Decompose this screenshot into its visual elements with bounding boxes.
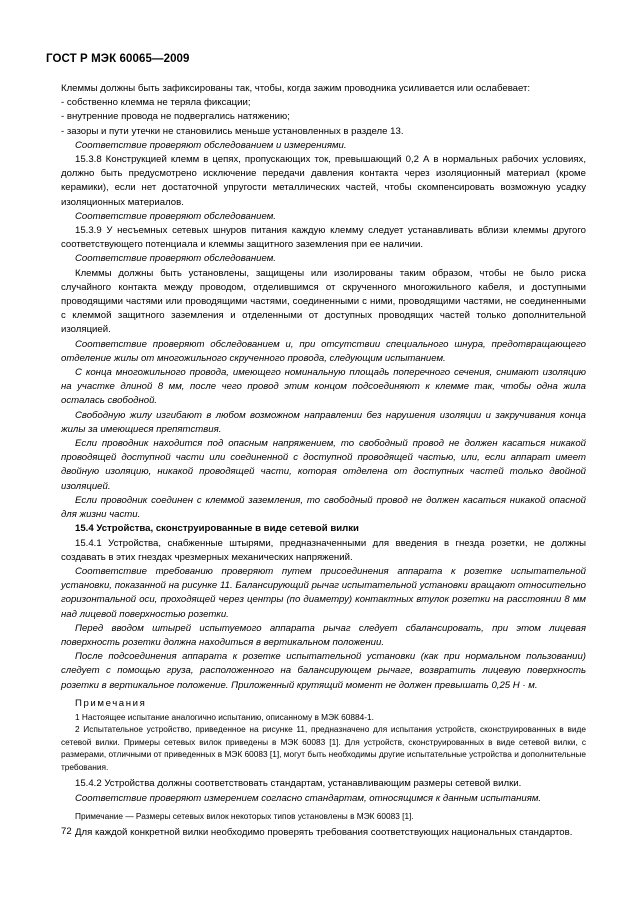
paragraph: Соответствие проверяют измерением согласно стандартам, относящимся к данным испытаниям. xyxy=(75,792,542,804)
paragraph: Примечание — Размеры сетевых вилок некоторых типов установлены в МЭК 60083 [1]. xyxy=(75,810,414,821)
paragraph: 15.3.8 Конструкцией клемм в цепях, пропускающих ток, превышающий 0,2 А в нормальных рабочих условиях, должно быть предусмотрено исключение передачи давления контакта через изоляционный материал (кроме керамики), если нет достаточной упругости металлических частей, чтобы скомпенсировать возможную усадку изоляционных материалов. xyxy=(61,154,586,208)
paragraph: - внутренние провода не подвергались натяжению; xyxy=(61,111,290,123)
paragraph: Соответствие проверяют обследованием и измерениями. xyxy=(75,139,347,151)
paragraph: Примечания xyxy=(75,697,147,709)
paragraph: 15.4 Устройства, сконструированные в виде сетевой вилки xyxy=(75,523,359,535)
paragraph: 15.3.9 У несъемных сетевых шнуров питания каждую клемму следует устанавливать вблизи клеммы другого соответствующего потенциала и клеммы защитного заземления при ее наличии. xyxy=(61,225,586,251)
page-number: 72 xyxy=(61,826,72,837)
paragraph: Перед вводом штырей испытуемого аппарата рычаг следует сбалансировать, при этом лицевая поверхность розетки должна находиться в вертикальном положении. xyxy=(61,622,586,648)
paragraph: Клеммы должны быть зафиксированы так, чтобы, когда зажим проводника усиливается или ослабевает: xyxy=(61,83,531,94)
paragraph: 1 Настоящее испытание аналогично испытанию, описанному в МЭК 60884-1. xyxy=(75,711,374,722)
paragraph: Соответствие проверяют обследованием и, при отсутствии специального шнура, предотвращающего отделение жилы от многожильного скрученного провода, следующим испытанием. xyxy=(61,338,586,364)
paragraph: Клеммы должны быть установлены, защищены или изолированы таким образом, чтобы не было риска случайного контакта между проводом, отделившимся от скрученного многожильного кабеля, и доступными проводящими частями или проводящими частями, соединенными с ними, проводящими частями, не соединенными с клеммой защитного заземления и отделенными от доступных проводящих частей только дополнительной изоляцией. xyxy=(61,267,586,336)
paragraph: 2 Испытательное устройство, приведенное на рисунке 11, предназначено для испытания устройств, сконструированных в виде сетевой вилки. Примеры сетевых вилок приведены в МЭК 60083 [1]. Для устройств, сконструированных в виде сетевой вилки, с размерами, отличными от приведенных в МЭК 60083 [1], могут быть необходимы другие испытательные устройства и дополнительные требования. xyxy=(61,724,586,772)
paragraph: После подсоединения аппарата к розетке испытательной установки (как при нормальном пользовании) следует с помощью груза, расположенного на балансирующем рычаге, возвратить лицевую поверхность розетки в вертикальное положение. Приложенный крутящий момент не должен превышать 0,25 Н · м. xyxy=(61,651,586,691)
paragraph: - зазоры и пути утечки не становились меньше установленных в разделе 13. xyxy=(61,125,404,137)
paragraph: С конца многожильного провода, имеющего номинальную площадь поперечного сечения, снимают изоляцию на участке длиной 8 мм, после чего провод этим концом подсоединяют к клемме так, чтобы одна жила осталась свободной. xyxy=(61,367,586,407)
paragraph: Если проводник соединен с клеммой заземления, то свободный провод не должен касаться никакой опасной для жизни части. xyxy=(61,494,586,521)
paragraph: Для каждой конкретной вилки необходимо проверять требования соответствующих национальных стандартов. xyxy=(75,827,573,839)
paragraph: Свободную жилу изгибают в любом возможном направлении без нарушения изоляции и закручивания конца жилы за имеющиеся препятствия. xyxy=(61,409,586,435)
paragraph: 15.4.1 Устройства, снабженные штырями, предназначенными для введения в гнезда розетки, не должны создавать в этих гнездах чрезмерных механических напряжений. xyxy=(61,537,586,563)
paragraph: Соответствие проверяют обследованием. xyxy=(75,210,276,222)
paragraph: 15.4.2 Устройства должны соответствовать стандартам, устанавливающим размеры сетевой вилки. xyxy=(75,778,522,790)
paragraph: Соответствие требованию проверяют путем присоединения аппарата к розетке испытательной установки, показанной на рисунке 11. Балансирующий рычаг испытательной установки вращают относительно горизонтальной оси, проходящей через центры (по диаметру) контактных втулок розетки на расстоянии 8 мм над лицевой поверхностью розетки. xyxy=(61,565,586,620)
paragraph: Если проводник находится под опасным напряжением, то свободный провод не должен касаться никакой проводящей доступной части или соединенной с доступной проводящей частью, или, если аппарат имеет двойную изоляцию, никакой проводящей части, которая отделена от доступных частей только двойной изоляцией. xyxy=(61,438,586,492)
document-header: ГОСТ Р МЭК 60065—2009 xyxy=(46,53,190,65)
paragraph: Соответствие проверяют обследованием. xyxy=(75,253,276,265)
document-body xyxy=(61,82,586,841)
paragraph: - собственно клемма не теряла фиксации; xyxy=(61,97,251,109)
